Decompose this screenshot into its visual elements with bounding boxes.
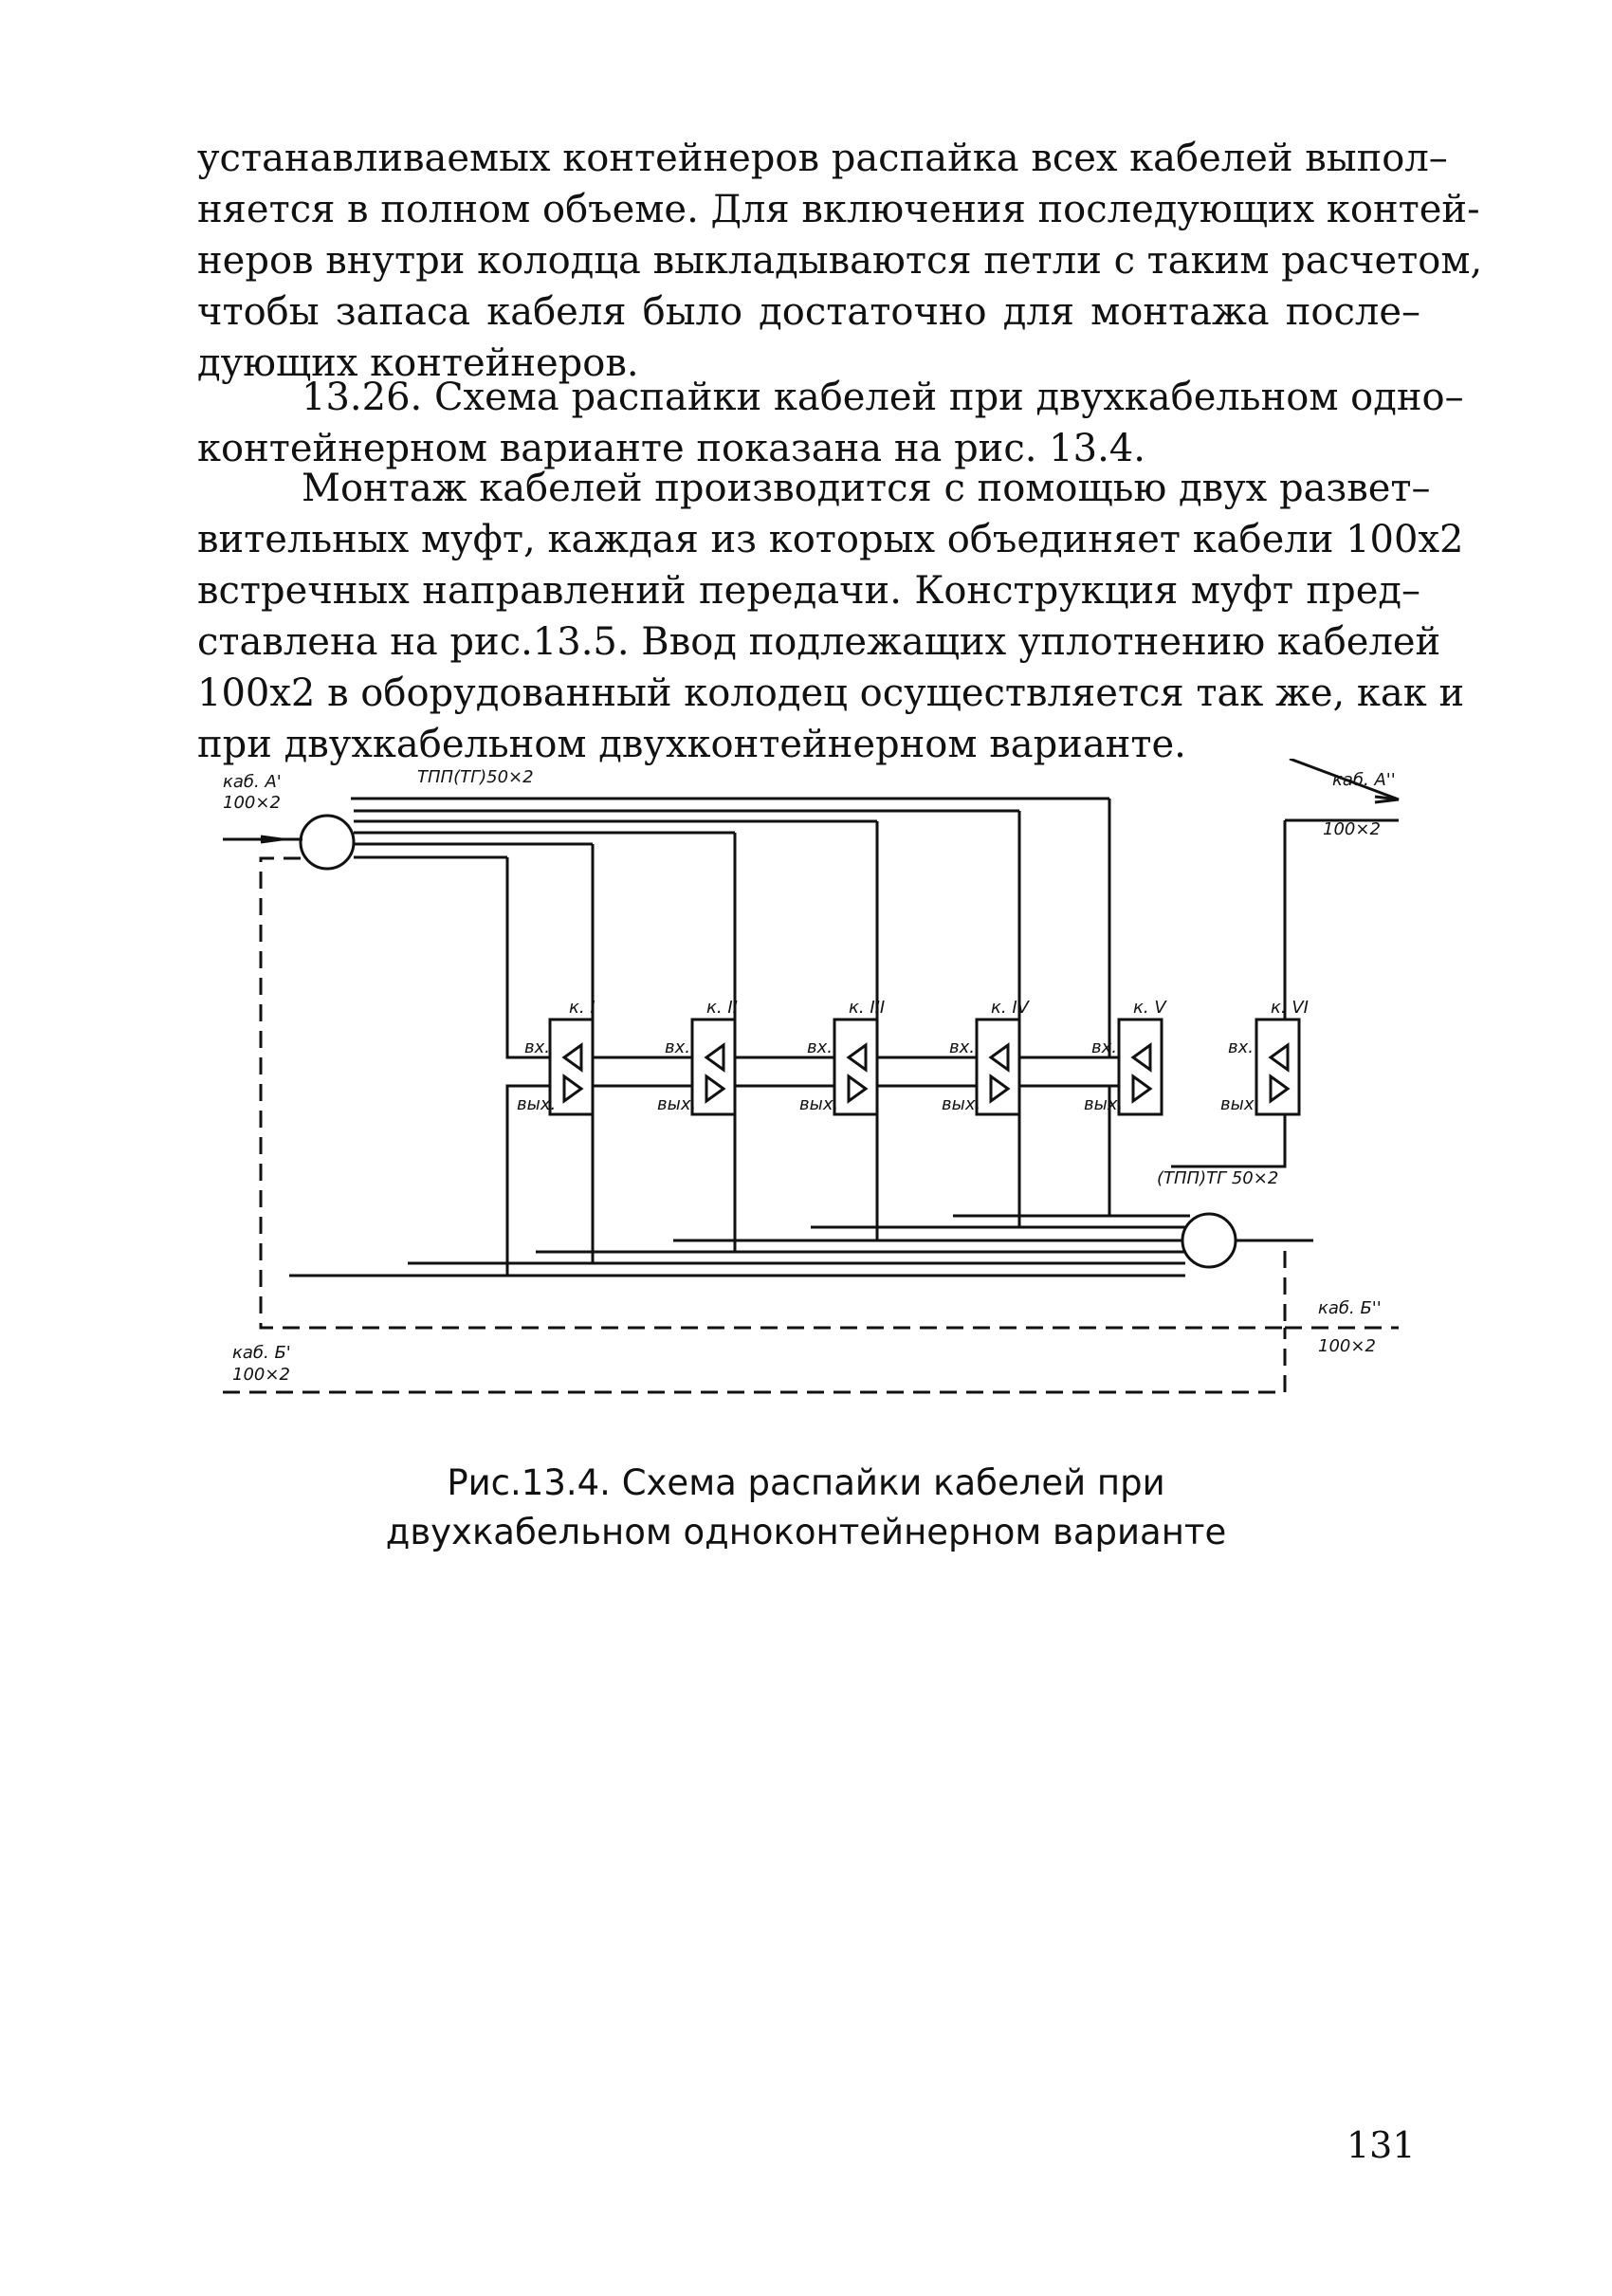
container-3-out: вых. xyxy=(799,1094,839,1114)
paragraph-2 xyxy=(197,372,1464,474)
paragraph-3 xyxy=(197,463,1465,770)
container-5-label: к. V xyxy=(1133,998,1166,1018)
text-line: ставлена на рис.13.5. Ввод подлежащих уплотнению кабелей xyxy=(197,620,1441,664)
container-6-in: вх. xyxy=(1228,1038,1254,1057)
text-line: при двухкабельном двухконтейнерном варианте. xyxy=(197,723,1186,766)
text-line: устанавливаемых контейнеров распайка всех кабелей выпол– xyxy=(197,137,1448,180)
container-3-box xyxy=(834,1019,877,1114)
cable-splicing-diagram xyxy=(223,759,1418,1432)
bottom-coupling-label: (ТПП)ТГ 50×2 xyxy=(1157,1168,1279,1188)
text-line: неров внутри колодца выкладываются петли с таким расчетом, xyxy=(197,239,1483,283)
container-1-out: вых. xyxy=(517,1094,557,1114)
container-3-in: вх. xyxy=(807,1038,833,1057)
cable-a-left-label: каб. А' xyxy=(223,772,282,792)
drop-line xyxy=(1019,811,1119,1057)
text-line: 13.26. Схема распайки кабелей при двухкабельном одно– xyxy=(302,376,1464,419)
container-6-box xyxy=(1256,1019,1299,1114)
page-number: 131 xyxy=(1346,2124,1416,2166)
cable-a-right-label: каб. А'' xyxy=(1332,770,1396,790)
cable-a-left-size: 100×2 xyxy=(223,793,281,813)
top-coupling-label: ТПП(ТГ)50×2 xyxy=(417,767,534,787)
container-4-box xyxy=(977,1019,1019,1114)
container-2-label: к. II xyxy=(706,998,738,1018)
container-2-out: вых. xyxy=(657,1094,697,1114)
container-3-label: к. III xyxy=(849,998,886,1018)
text-line: 100х2 в оборудованный колодец осуществляется так же, как и xyxy=(197,671,1465,715)
container-1-box xyxy=(550,1019,593,1114)
container-4-out: вых. xyxy=(942,1094,981,1114)
text-line: встречных направлений передачи. Конструкция муфт пред– xyxy=(197,569,1420,613)
text-line: няется в полном объеме. Для включения последующих контей- xyxy=(197,188,1480,231)
cable-a-right-size: 100×2 xyxy=(1323,819,1381,839)
container-1-in: вх. xyxy=(524,1038,550,1057)
cable-b-left-dashed xyxy=(223,1328,1285,1392)
container-5-out: вых. xyxy=(1084,1094,1124,1114)
cable-b-left-size: 100×2 xyxy=(232,1365,290,1385)
cable-b-right-size: 100×2 xyxy=(1318,1336,1376,1356)
figure-caption-line-1: Рис.13.4. Схема распайки кабелей при xyxy=(447,1462,1165,1503)
bottom-coupling-circle xyxy=(1182,1214,1236,1267)
text-line: Монтаж кабелей производится с помощью двух развет– xyxy=(302,467,1431,510)
drop-line xyxy=(877,821,977,1057)
text-line: чтобы запаса кабеля было достаточно для монтажа после– xyxy=(197,290,1420,334)
container-4-label: к. IV xyxy=(991,998,1029,1018)
figure-caption-line-2: двухкабельном одноконтейнерном варианте xyxy=(385,1512,1227,1552)
cable-b-left-label: каб. Б' xyxy=(232,1343,291,1363)
text-line: вительных муфт, каждая из которых объединяет кабели 100х2 xyxy=(197,518,1464,561)
container-6-out: вых. xyxy=(1220,1094,1260,1114)
drop-line xyxy=(507,857,550,1057)
container-2-box xyxy=(692,1019,735,1114)
text-line: дующих контейнеров. xyxy=(197,341,639,385)
cable-b-right-label: каб. Б'' xyxy=(1318,1298,1382,1318)
text-line: контейнерном варианте показана на рис. 13.4. xyxy=(197,427,1145,470)
container-2-in: вх. xyxy=(665,1038,690,1057)
drop-line xyxy=(735,833,834,1057)
drop-line xyxy=(593,844,692,1057)
container-5-box xyxy=(1119,1019,1162,1114)
container-6-label: к. VI xyxy=(1271,998,1309,1018)
container-4-in: вх. xyxy=(949,1038,975,1057)
container-1-label: к. I xyxy=(569,998,595,1018)
return-line xyxy=(507,1086,550,1276)
paragraph-1 xyxy=(197,133,1483,389)
container-5-in: вх. xyxy=(1091,1038,1117,1057)
top-coupling-circle xyxy=(301,816,354,869)
